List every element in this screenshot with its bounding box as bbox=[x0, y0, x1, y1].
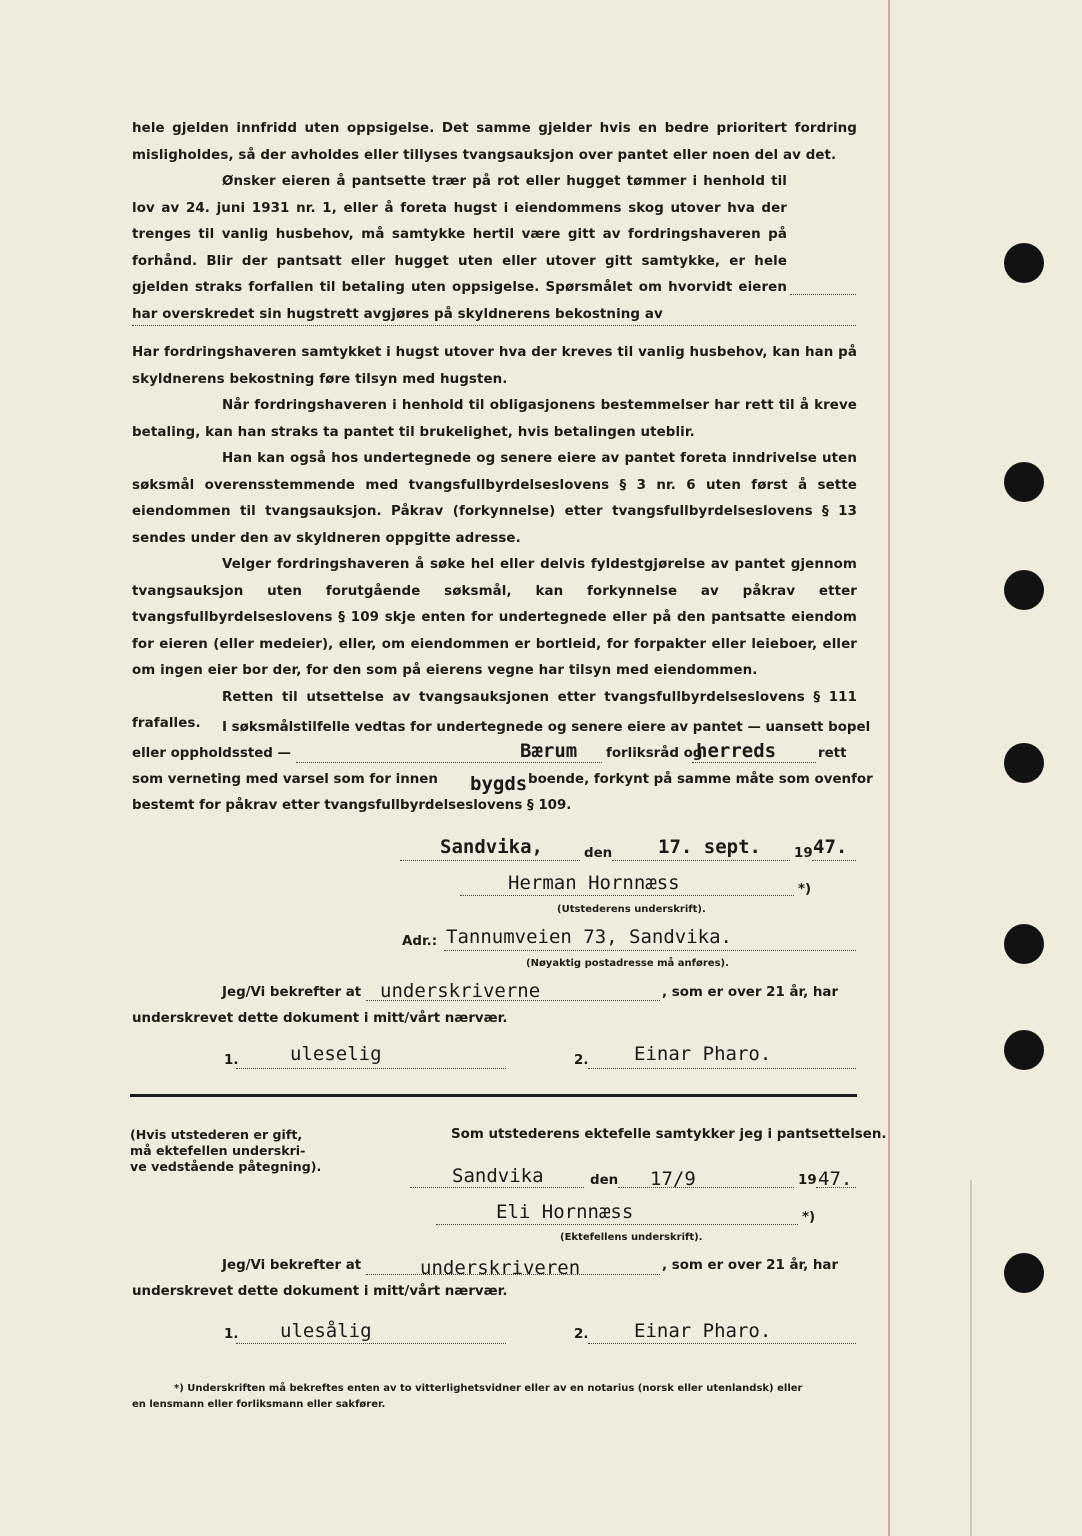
footnote-mark: *) bbox=[802, 1210, 816, 1225]
dotted-fill-line bbox=[444, 950, 856, 951]
spouse-signature: Eli Hornnæss bbox=[496, 1201, 634, 1223]
main-paragraphs bbox=[132, 340, 857, 738]
venue-line3-start: som verneting med varsel som for innen bbox=[132, 772, 438, 787]
punch-hole bbox=[1004, 1253, 1044, 1293]
dotted-fill-line bbox=[460, 895, 794, 896]
dotted-fill-line bbox=[236, 1068, 506, 1069]
venue-line-end: rett bbox=[818, 746, 847, 761]
issuer-place: Sandvika, bbox=[440, 836, 543, 858]
issuer-signature: Herman Hornnæss bbox=[508, 872, 680, 894]
witness-2-number: 2. bbox=[574, 1327, 589, 1342]
witness-2-signature: Einar Pharo. bbox=[634, 1320, 772, 1342]
section-divider bbox=[130, 1094, 857, 1097]
venue-line-start: eller oppholdssted — bbox=[132, 746, 291, 761]
dotted-fill-line bbox=[618, 1187, 794, 1188]
address-caption: (Nøyaktig postadresse må anføres). bbox=[526, 958, 729, 969]
spouse-place: Sandvika bbox=[452, 1165, 544, 1187]
handwritten-court: herreds bbox=[696, 740, 777, 762]
dotted-fill-line bbox=[692, 762, 816, 763]
dotted-fill-line bbox=[588, 1068, 856, 1069]
dotted-fill-line bbox=[296, 762, 602, 763]
fold-line bbox=[970, 1180, 972, 1536]
dotted-fill-line bbox=[132, 325, 856, 326]
punch-hole bbox=[1004, 570, 1044, 610]
punch-hole bbox=[1004, 243, 1044, 283]
issuer-year-prefix: 19 bbox=[794, 846, 813, 861]
sidenote-line: (Hvis utstederen er gift, bbox=[130, 1127, 303, 1142]
footnote-line: *) Underskriften må bekreftes enten av to vitterlighetsvidner eller av en notarius (norsk eller utenlandsk) eller bbox=[174, 1383, 803, 1394]
spouse-date: 17/9 bbox=[650, 1168, 696, 1190]
dotted-fill-line bbox=[812, 860, 856, 861]
paragraph: Har fordringshaveren samtykket i hugst utover hva der kreves til vanlig husbehov, kan han på skyldnerens bekostning føre tilsyn med hugsten. bbox=[132, 345, 857, 387]
footnote-line: en lensmann eller forliksmann eller sakfører. bbox=[132, 1399, 386, 1410]
confirm-line2: underskrevet dette dokument i mitt/vårt nærvær. bbox=[132, 1011, 508, 1026]
paragraph: Retten til utsettelse av tvangsauksjonen etter tvangsfullbyrdelseslovens § 111 frafalles. bbox=[132, 689, 857, 731]
sidenote-line: må ektefellen underskri- bbox=[130, 1143, 306, 1158]
spouse-den: den bbox=[590, 1173, 619, 1188]
venue-line-mid: forliksråd og bbox=[606, 746, 703, 761]
dotted-fill-line bbox=[236, 1343, 506, 1344]
confirm-end: , som er over 21 år, har bbox=[662, 1258, 839, 1273]
issuer-date: 17. sept. bbox=[658, 836, 761, 858]
confirm-start: Jeg/Vi bekrefter at bbox=[222, 1258, 362, 1273]
paragraph: Ønsker eieren å pantsette trær på rot eller hugget tømmer i henhold til lov av 24. juni 1931 nr. 1, eller å foreta hugst i eiendommens skog utover hva der trenges til vanlig husbehov, må samtykke hertil være gitt av fordringshaveren på forhånd. Blir der pantsatt eller hugget uten eller utover gitt samtykke, er hele gjelden straks forfallen til betaling uten oppsigelse. Spørsmålet om hvorvidt eieren har overskredet sin hugstrett avgjøres på skyldnerens bekostning av bbox=[132, 174, 787, 322]
confirm-who: underskriveren bbox=[420, 1257, 581, 1279]
margin-line bbox=[888, 0, 890, 1536]
signature-caption: (Utstederens underskrift). bbox=[557, 904, 706, 915]
witness-1-number: 1. bbox=[224, 1327, 239, 1342]
witness-2-signature: Einar Pharo. bbox=[634, 1043, 772, 1065]
footnote bbox=[132, 1381, 860, 1413]
witness-2-number: 2. bbox=[574, 1053, 589, 1068]
confirm-who: underskriverne bbox=[380, 980, 541, 1002]
dotted-fill-line bbox=[436, 1224, 798, 1225]
signature-caption: (Ektefellens underskrift). bbox=[560, 1232, 703, 1243]
issuer-year: 47. bbox=[813, 836, 848, 858]
witness-1-signature: ulesålig bbox=[280, 1320, 372, 1342]
footnote-mark: *) bbox=[798, 882, 812, 897]
confirm-end: , som er over 21 år, har bbox=[662, 985, 839, 1000]
issuer-address: Tannumveien 73, Sandvika. bbox=[446, 926, 732, 948]
punch-hole bbox=[1004, 924, 1044, 964]
handwritten-bygds: bygds bbox=[470, 773, 528, 795]
dotted-fill-line bbox=[410, 1187, 584, 1188]
paragraph: hele gjelden innfridd uten oppsigelse. Det samme gjelder hvis en bedre prioritert fordring misligholdes, så der avholdes eller tillyses tvangsauksjon over pantet eller noen del av det. bbox=[132, 121, 857, 163]
paragraph: Velger fordringshaveren å søke hel eller delvis fyldestgjørelse av pantet gjennom tvangsauksjon uten forutgående søksmål, kan forkynnelse av påkrav etter tvangsfullbyrdelseslovens § 109 skje enten for undertegnede eller på den pantsatte eiendom for eieren (eller medeier), eller, om eiendommen er bortleid, for forpakter eller leieboer, eller om ingen eier bor der, for den som på eierens vegne har tilsyn med eiendommen. bbox=[132, 557, 857, 678]
venue-intro: I søksmålstilfelle vedtas for undertegnede og senere eiere av pantet — uansett bopel bbox=[222, 720, 871, 735]
top-paragraphs bbox=[132, 116, 857, 328]
spouse-year-prefix: 19 bbox=[798, 1173, 817, 1188]
punch-hole bbox=[1004, 1030, 1044, 1070]
dotted-fill-line bbox=[366, 1000, 660, 1001]
dotted-fill-line bbox=[612, 860, 790, 861]
spouse-year: 47. bbox=[818, 1168, 853, 1190]
address-label: Adr.: bbox=[402, 934, 438, 949]
witness-1-signature: uleselig bbox=[290, 1043, 382, 1065]
dotted-fill-line bbox=[366, 1274, 660, 1275]
handwritten-place: Bærum bbox=[520, 740, 578, 762]
confirm-line2: underskrevet dette dokument i mitt/vårt nærvær. bbox=[132, 1284, 508, 1299]
punch-hole bbox=[1004, 462, 1044, 502]
paragraph: Når fordringshaveren i henhold til obligasjonens bestemmelser har rett til å kreve betaling, kan han straks ta pantet til brukelighet, hvis betalingen uteblir. bbox=[132, 398, 857, 440]
dotted-fill-line bbox=[816, 1187, 856, 1188]
spouse-sidenote bbox=[130, 1127, 330, 1175]
dotted-fill-line bbox=[790, 294, 856, 295]
dotted-fill-line bbox=[588, 1343, 856, 1344]
paragraph: Han kan også hos undertegnede og senere eiere av pantet foreta inndrivelse uten søksmål overensstemmende med tvangsfullbyrdelseslovens § 3 nr. 6 uten først å sette eiendommen til tvangsauksjon. Påkrav (forkynnelse) etter tvangsfullbyrdelseslovens § 13 sendes under den av skyldneren oppgitte adresse. bbox=[132, 451, 857, 546]
issuer-den: den bbox=[584, 846, 613, 861]
venue-line3-end: boende, forkynt på samme måte som ovenfor bbox=[528, 772, 873, 787]
spouse-consent: Som utstederens ektefelle samtykker jeg i pantsettelsen. bbox=[451, 1127, 887, 1142]
sidenote-line: ve vedstående påtegning). bbox=[130, 1159, 322, 1174]
witness-1-number: 1. bbox=[224, 1053, 239, 1068]
venue-line4: bestemt for påkrav etter tvangsfullbyrdelseslovens § 109. bbox=[132, 798, 572, 813]
punch-hole bbox=[1004, 743, 1044, 783]
dotted-fill-line bbox=[400, 860, 580, 861]
confirm-start: Jeg/Vi bekrefter at bbox=[222, 985, 362, 1000]
